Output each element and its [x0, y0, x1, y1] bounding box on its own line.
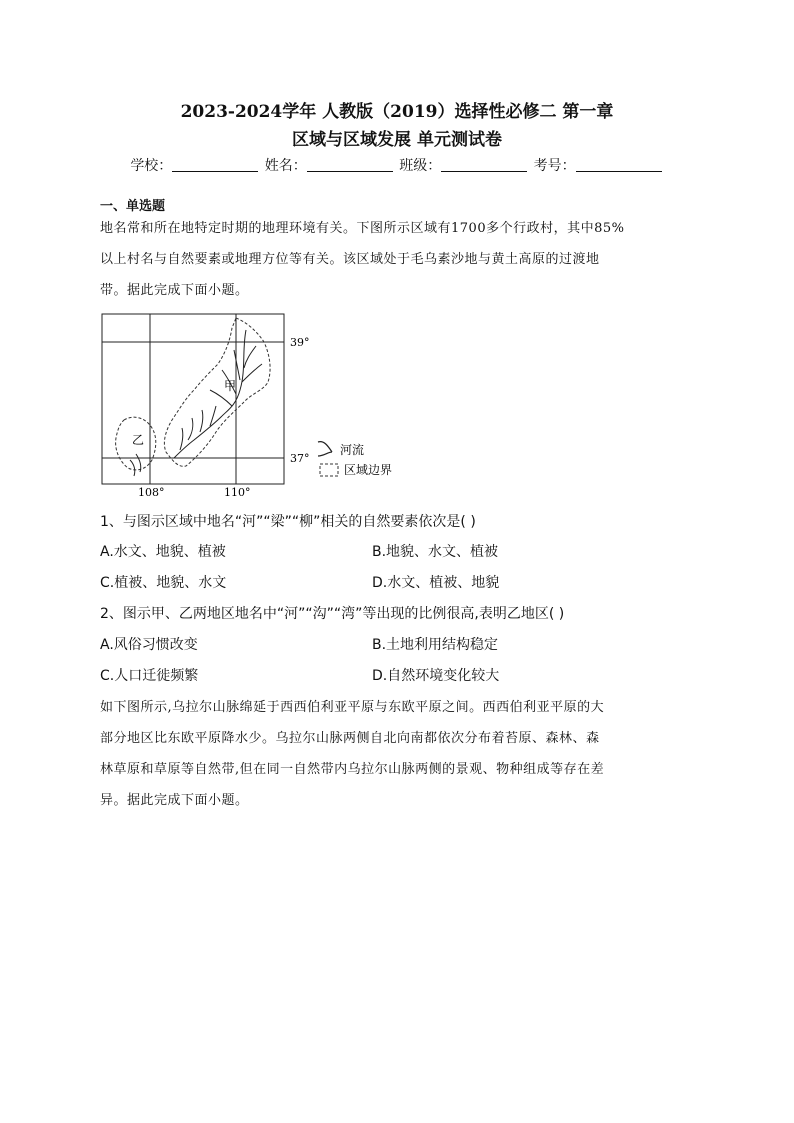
region-jia-boundary: [164, 318, 270, 466]
passage-2-line: 部分地区比东欧平原降水少。乌拉尔山脉两侧自北向南都依次分布着苔原、森林、森: [100, 731, 600, 746]
exam-title-line1: 2023-2024学年 人教版（2019）选择性必修二 第一章: [180, 102, 614, 122]
question-2-option-a[interactable]: A.风俗习惯改变: [100, 637, 198, 653]
question-2-option-d[interactable]: D.自然环境变化较大: [372, 668, 500, 684]
lat-37-label: 37°: [290, 452, 310, 465]
region-map: [96, 310, 416, 500]
legend-boundary-label: 区域边界: [344, 463, 393, 477]
question-1-option-d[interactable]: D.水文、植被、地貌: [372, 575, 500, 591]
school-blank: [172, 157, 258, 172]
question-2-option-c[interactable]: C.人口迁徙频繁: [100, 668, 199, 684]
legend-river-label: 河流: [340, 443, 365, 457]
school-label: 学校：: [130, 158, 173, 174]
question-1-stem: 1、与图示区域中地名“河”“梁”“柳”相关的自然要素依次是( ): [100, 514, 476, 530]
exam-number-label: 考号：: [533, 158, 576, 174]
question-2-stem: 2、图示甲、乙两地区地名中“河”“沟”“湾”等出现的比例很高,表明乙地区( ): [100, 606, 565, 622]
passage-1-line: 地名常和所在地特定时期的地理环境有关。下图所示区域有1700多个行政村，其中85%: [100, 221, 625, 236]
lon-110-label: 110°: [224, 486, 251, 499]
region-jia-label: 甲: [224, 379, 237, 393]
class-label: 班级：: [399, 158, 442, 174]
question-2-option-b[interactable]: B.土地利用结构稳定: [372, 637, 499, 653]
passage-2-line: 异。据此完成下面小题。: [100, 793, 249, 808]
passage-1: [100, 213, 696, 306]
passage-2-line: 如下图所示,乌拉尔山脉绵延于西西伯利亚平原与东欧平原之间。西西伯利亚平原的大: [100, 700, 605, 715]
lon-108-label: 108°: [138, 486, 165, 499]
student-info-row: [0, 155, 794, 175]
exam-number-blank: [576, 157, 662, 172]
passage-1-line: 以上村名与自然要素或地理方位等有关。该区域处于毛乌素沙地与黄土高原的过渡地: [100, 252, 600, 267]
legend-river-symbol: [318, 442, 332, 456]
region-yi-label: 乙: [132, 433, 145, 447]
question-1-option-c[interactable]: C.植被、地貌、水文: [100, 575, 227, 591]
question-1-option-b[interactable]: B.地貌、水文、植被: [372, 544, 499, 560]
name-label: 姓名：: [264, 158, 307, 174]
passage-2: [100, 692, 696, 816]
exam-title-line2: 区域与区域发展 单元测试卷: [292, 130, 502, 150]
class-blank: [441, 157, 527, 172]
legend-boundary-symbol: [320, 464, 338, 476]
lat-39-label: 39°: [290, 336, 310, 349]
passage-2-line: 林草原和草原等自然带,但在同一自然带内乌拉尔山脉两侧的景观、物种组成等存在差: [100, 762, 605, 777]
question-1-option-a[interactable]: A.水文、地貌、植被: [100, 544, 226, 560]
name-blank: [307, 157, 393, 172]
section-title: 一、单选题: [100, 199, 166, 214]
passage-1-line: 带。据此完成下面小题。: [100, 283, 249, 298]
